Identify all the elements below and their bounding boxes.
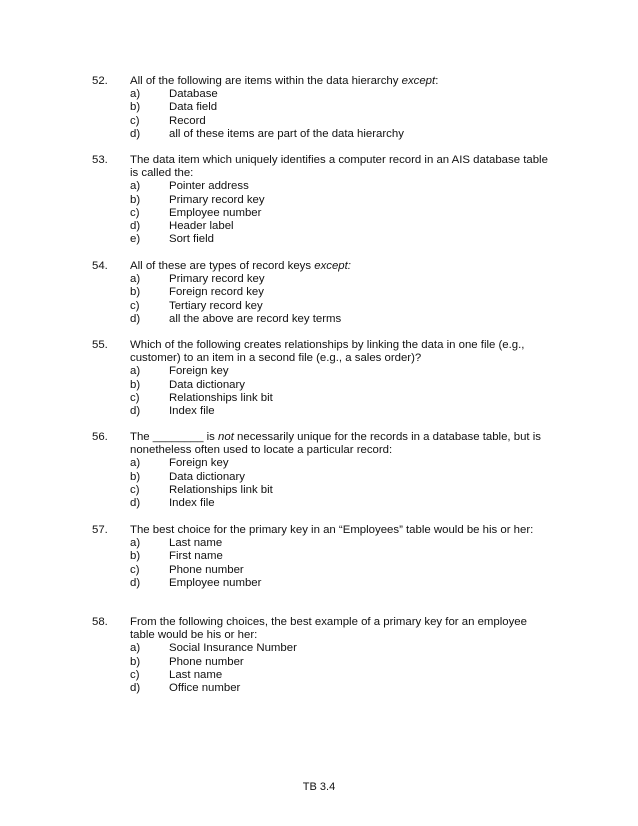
option-letter: d) <box>130 312 141 325</box>
question-56 <box>92 431 572 510</box>
option-item <box>130 457 572 470</box>
question-emphasis: except <box>401 75 436 87</box>
option-letter: c) <box>130 563 140 576</box>
question-emphasis: not <box>218 431 234 443</box>
option-text: Foreign key <box>169 365 229 378</box>
option-item <box>130 88 572 101</box>
question-text <box>130 616 550 642</box>
option-letter: b) <box>130 550 141 563</box>
option-letter: c) <box>130 391 140 404</box>
option-text: Relationships link bit <box>169 391 273 404</box>
option-text: all of these items are part of the data hierarchy <box>169 127 404 140</box>
option-text: Index file <box>169 496 215 509</box>
option-text: Database <box>169 88 218 101</box>
option-text: Sort field <box>169 233 214 246</box>
option-letter: d) <box>130 127 141 140</box>
option-item <box>130 128 572 141</box>
option-text: Index file <box>169 404 215 417</box>
option-text: Data dictionary <box>169 378 245 391</box>
option-letter: d) <box>130 681 141 694</box>
option-text: Last name <box>169 537 223 550</box>
question-number: 55. <box>92 339 108 351</box>
option-item <box>130 115 572 128</box>
option-text: Relationships link bit <box>169 483 273 496</box>
option-text: Office number <box>169 681 241 694</box>
option-text: Pointer address <box>169 180 249 193</box>
option-letter: a) <box>130 88 141 101</box>
option-letter: b) <box>130 655 141 668</box>
option-letter: d) <box>130 219 141 232</box>
option-item <box>130 471 572 484</box>
option-letter: d) <box>130 404 141 417</box>
option-letter: d) <box>130 496 141 509</box>
option-item <box>130 220 572 233</box>
option-list <box>130 273 572 326</box>
question-58 <box>92 616 572 695</box>
option-letter: b) <box>130 101 141 114</box>
question-text <box>130 154 550 180</box>
question-number: 54. <box>92 260 108 272</box>
option-item <box>130 101 572 114</box>
option-letter: b) <box>130 286 141 299</box>
option-text: Record <box>169 114 206 127</box>
option-item <box>130 682 572 695</box>
question-number: 52. <box>92 75 108 87</box>
option-letter: c) <box>130 114 140 127</box>
option-item <box>130 365 572 378</box>
option-item <box>130 207 572 220</box>
option-item <box>130 497 572 510</box>
option-letter: a) <box>130 273 141 286</box>
option-text: Foreign key <box>169 457 229 470</box>
question-number: 53. <box>92 154 108 166</box>
question-number: 56. <box>92 431 108 443</box>
option-list <box>130 537 572 590</box>
option-letter: c) <box>130 206 140 219</box>
option-list <box>130 365 572 418</box>
option-letter: e) <box>130 233 141 246</box>
question-text <box>130 524 570 537</box>
option-text: Tertiary record key <box>169 299 263 312</box>
question-text-part: From the following choices, the best example of a primary key for an employee table would be his or her: <box>130 616 527 642</box>
option-text: Data dictionary <box>169 470 245 483</box>
option-text: Phone number <box>169 563 244 576</box>
option-letter: b) <box>130 193 141 206</box>
question-53 <box>92 154 572 246</box>
question-text <box>130 339 550 365</box>
page-footer-label: TB 3.4 <box>302 781 336 793</box>
option-item <box>130 392 572 405</box>
option-letter: b) <box>130 470 141 483</box>
option-text: Primary record key <box>169 273 265 286</box>
option-text: First name <box>169 550 223 563</box>
option-text: Primary record key <box>169 193 265 206</box>
question-text-part: Which of the following creates relationships by linking the data in one file (e.g., customer) to an item in a second file (e.g., a sales order)? <box>130 339 525 365</box>
question-55 <box>92 339 572 418</box>
question-text-part: The best choice for the primary key in an “Employees” table would be his or her: <box>130 524 534 536</box>
option-item <box>130 669 572 682</box>
question-text-part: All of these are types of record keys <box>130 260 315 272</box>
option-text: Data field <box>169 101 218 114</box>
option-letter: c) <box>130 299 140 312</box>
option-letter: b) <box>130 378 141 391</box>
question-text-part: The ________ is <box>130 431 219 443</box>
option-item <box>130 537 572 550</box>
question-text-part: The data item which uniquely identifies a computer record in an AIS database table is called the: <box>130 154 548 180</box>
option-item <box>130 300 572 313</box>
option-item <box>130 379 572 392</box>
option-list <box>130 642 572 695</box>
option-item <box>130 642 572 655</box>
option-letter: a) <box>130 457 141 470</box>
option-item <box>130 484 572 497</box>
option-list <box>130 457 572 510</box>
option-text: Foreign record key <box>169 286 264 299</box>
option-item <box>130 577 572 590</box>
option-item <box>130 564 572 577</box>
question-text-part: : <box>435 75 439 87</box>
option-letter: a) <box>130 537 141 550</box>
question-number: 58. <box>92 616 108 628</box>
question-text <box>130 260 550 273</box>
option-item <box>130 180 572 193</box>
option-list <box>130 88 572 141</box>
option-item <box>130 286 572 299</box>
option-text: all the above are record key terms <box>169 312 342 325</box>
option-list <box>130 180 572 246</box>
option-text: Phone number <box>169 655 244 668</box>
option-item <box>130 313 572 326</box>
option-text: Header label <box>169 219 234 232</box>
option-letter: a) <box>130 642 141 655</box>
question-54 <box>92 260 572 326</box>
option-text: Social Insurance Number <box>169 642 297 655</box>
option-letter: a) <box>130 180 141 193</box>
option-item <box>130 194 572 207</box>
option-letter: c) <box>130 483 140 496</box>
question-text-part: All of the following are items within the data hierarchy <box>130 75 402 87</box>
option-item <box>130 550 572 563</box>
question-text-part: necessarily unique for the records in a database table, but is nonetheless often used to locate a particular record: <box>130 431 541 457</box>
option-text: Last name <box>169 668 223 681</box>
question-emphasis: except: <box>314 260 351 272</box>
option-text: Employee number <box>169 576 262 589</box>
option-item <box>130 233 572 246</box>
option-letter: a) <box>130 365 141 378</box>
option-text: Employee number <box>169 206 262 219</box>
question-text <box>130 75 550 88</box>
option-letter: c) <box>130 668 140 681</box>
question-number: 57. <box>92 524 108 536</box>
option-item <box>130 405 572 418</box>
question-text <box>130 431 550 457</box>
question-52 <box>92 75 572 141</box>
option-item <box>130 656 572 669</box>
option-item <box>130 273 572 286</box>
option-letter: d) <box>130 576 141 589</box>
question-57 <box>92 524 572 590</box>
